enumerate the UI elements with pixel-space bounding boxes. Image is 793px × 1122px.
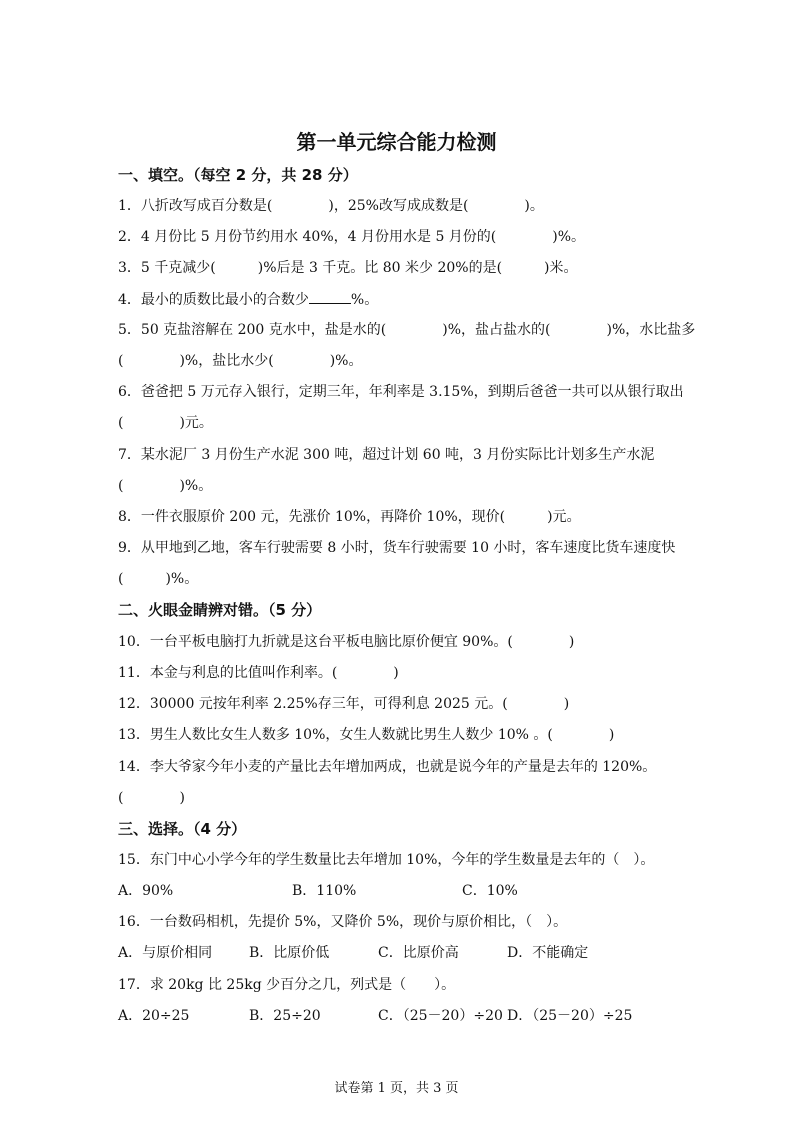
option-16-d: D．不能确定 xyxy=(507,945,589,961)
option-15-c: C．10% xyxy=(462,883,518,899)
option-17-b: B．25÷20 xyxy=(249,1008,321,1024)
question-1: 1．八折改写成百分数是( )，25%改写成成数是( )。 xyxy=(118,198,544,214)
question-9: 9．从甲地到乙地，客车行驶需要 8 小时，货车行驶需要 10 小时，客车速度比货车速度快 xyxy=(118,540,676,556)
option-16-a: A．与原价相同 xyxy=(118,945,213,961)
option-15-b: B．110% xyxy=(292,883,357,899)
option-16-c: C．比原价高 xyxy=(378,945,459,961)
option-16-b: B．比原价低 xyxy=(249,945,330,961)
section-heading-fill-in: 一、填空。（每空 2 分，共 28 分） xyxy=(118,166,358,184)
question-16: 16．一台数码相机，先提价 5%，又降价 5%，现价与原价相比，（ ）。 xyxy=(118,914,568,930)
option-17-c: C．（25－20）÷20 xyxy=(378,1008,503,1024)
section-heading-choice: 三、选择。（4 分） xyxy=(118,820,247,838)
option-17-a: A．20÷25 xyxy=(118,1008,190,1024)
question-2: 2．4 月份比 5 月份节约用水 40%，4 月份用水是 5 月份的( )%。 xyxy=(118,229,586,245)
question-14-cont: ( ) xyxy=(118,790,185,806)
option-15-a: A．90% xyxy=(118,883,174,899)
page-footer: 试卷第 1 页，共 3 页 xyxy=(334,1081,459,1096)
question-3: 3．5 千克减少( )%后是 3 千克。比 80 米少 20%的是( )米。 xyxy=(118,260,578,276)
question-8: 8．一件衣服原价 200 元，先涨价 10%，再降价 10%，现价( )元。 xyxy=(118,509,581,525)
question-11: 11．本金与利息的比值叫作利率。( ) xyxy=(118,665,399,681)
question-15: 15．东门中心小学今年的学生数量比去年增加 10%，今年的学生数量是去年的（ ）。 xyxy=(118,852,655,868)
question-4-text: 4．最小的质数比最小的合数少 xyxy=(118,292,309,308)
answer-blank[interactable] xyxy=(309,290,351,304)
question-6: 6．爸爸把 5 万元存入银行，定期三年，年利率是 3.15%，到期后爸爸一共可以从银行取出 xyxy=(118,384,684,400)
option-17-d: D．（25－20）÷25 xyxy=(507,1008,633,1024)
question-9-cont: ( )%。 xyxy=(118,571,199,587)
question-17: 17．求 20kg 比 25kg 少百分之几，列式是（ ）。 xyxy=(118,977,456,993)
question-4-suffix: %。 xyxy=(350,292,379,308)
page-title: 第一单元综合能力检测 xyxy=(296,130,497,154)
section-heading-true-false: 二、火眼金睛辨对错。（5 分） xyxy=(118,601,322,619)
question-12: 12．30000 元按年利率 2.25%存三年，可得利息 2025 元。( ) xyxy=(118,696,570,712)
question-5: 5．50 克盐溶解在 200 克水中，盐是水的( )%，盐占盐水的( )%，水比盐多 xyxy=(118,322,696,338)
question-5-cont: ( )%，盐比水少( )%。 xyxy=(118,353,363,369)
question-7-cont: ( )%。 xyxy=(118,478,213,494)
question-6-cont: ( )元。 xyxy=(118,415,213,431)
question-13: 13．男生人数比女生人数多 10%，女生人数就比男生人数少 10% 。( ) xyxy=(118,727,615,743)
question-14: 14．李大爷家今年小麦的产量比去年增加两成，也就是说今年的产量是去年的 120%。 xyxy=(118,759,657,775)
question-7: 7．某水泥厂 3 月份生产水泥 300 吨，超过计划 60 吨，3 月份实际比计划多生产水泥 xyxy=(118,447,655,463)
question-10: 10．一台平板电脑打九折就是这台平板电脑比原价便宜 90%。( ) xyxy=(118,634,575,650)
question-4 xyxy=(118,290,378,309)
